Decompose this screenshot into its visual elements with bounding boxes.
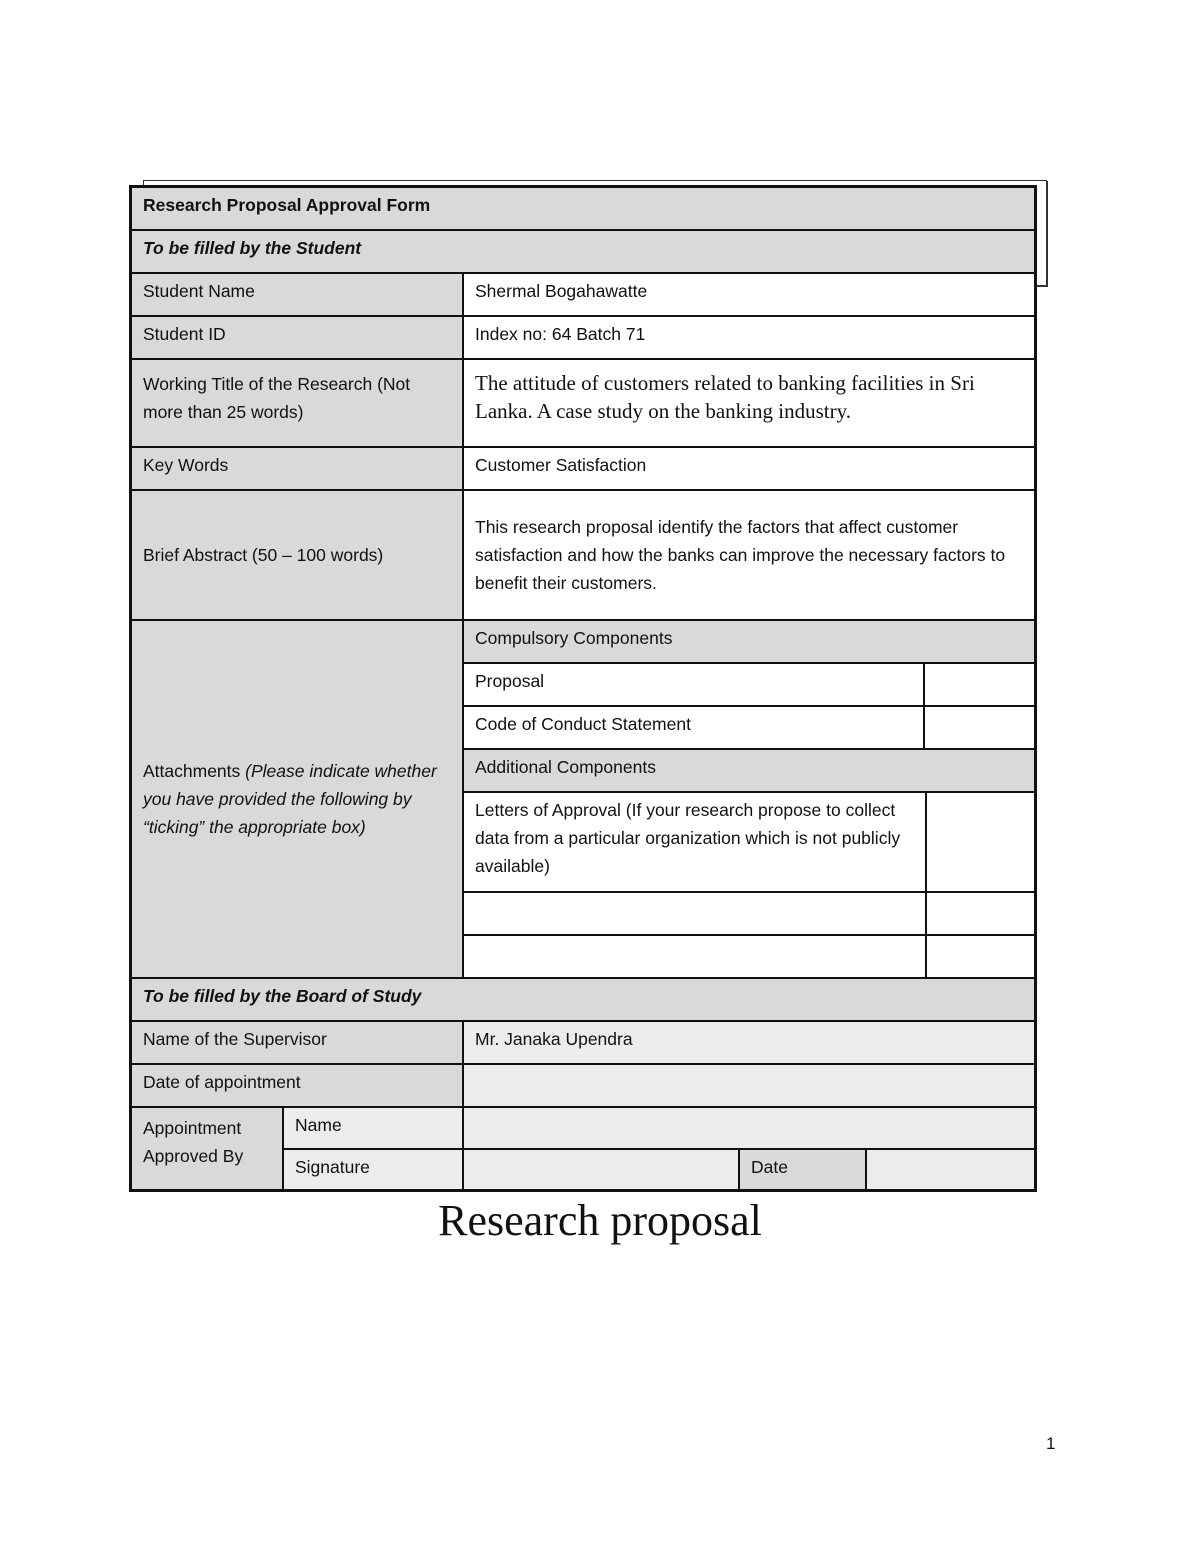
attachments-label-cell	[131, 620, 463, 978]
extra-component-checkbox-1[interactable]	[926, 892, 1035, 935]
code-of-conduct-checkbox[interactable]	[924, 706, 1035, 749]
board-section-heading: To be filled by the Board of Study	[131, 978, 1035, 1021]
form-title: Research Proposal Approval Form	[131, 187, 1035, 230]
letters-of-approval-checkbox[interactable]	[926, 792, 1035, 892]
key-words-value: Customer Satisfaction	[463, 447, 1035, 490]
student-id-label: Student ID	[131, 316, 463, 359]
date-of-appointment-label: Date of appointment	[131, 1064, 463, 1107]
document-heading: Research proposal	[438, 1196, 762, 1245]
supervisor-value: Mr. Janaka Upendra	[463, 1021, 1035, 1064]
working-title-value: The attitude of customers related to banking facilities in Sri Lanka. A case study on the banking industry.	[463, 359, 1035, 447]
abstract-label	[131, 490, 463, 620]
proposal-checkbox[interactable]	[924, 663, 1035, 706]
student-name-value: Shermal Bogahawatte	[463, 273, 1035, 316]
date-value[interactable]	[866, 1149, 1035, 1190]
date-of-appointment-value[interactable]	[463, 1064, 1035, 1107]
compulsory-components-heading: Compulsory Components	[463, 620, 1035, 663]
signature-label: Signature	[283, 1149, 463, 1190]
proposal-label: Proposal	[463, 663, 924, 706]
student-name-label: Student Name	[131, 273, 463, 316]
working-title-label: Working Title of the Research (Not more than 25 words)	[131, 359, 463, 447]
additional-components-heading: Additional Components	[463, 749, 1035, 792]
abstract-value-text: This research proposal identify the factors that affect customer satisfaction and how the banks can improve the necessary factors to benefit their customers.	[475, 517, 1006, 593]
attachments-label: Attachments	[143, 761, 241, 781]
approved-by-label: Appointment Approved By	[131, 1107, 283, 1190]
extra-component-checkbox-2[interactable]	[926, 935, 1035, 978]
student-id-value: Index no: 64 Batch 71	[463, 316, 1035, 359]
extra-component-row-2	[463, 935, 926, 978]
date-label: Date	[739, 1149, 866, 1190]
student-section-heading: To be filled by the Student	[131, 230, 1035, 273]
name-label: Name	[283, 1107, 463, 1149]
letters-of-approval-label: Letters of Approval (If your research propose to collect data from a particular organization which is not publicly available)	[463, 792, 926, 892]
code-of-conduct-label: Code of Conduct Statement	[463, 706, 924, 749]
page-number: 1	[1046, 1434, 1056, 1453]
supervisor-label: Name of the Supervisor	[131, 1021, 463, 1064]
name-value[interactable]	[463, 1107, 1035, 1149]
signature-value[interactable]	[463, 1149, 739, 1190]
extra-component-row-1	[463, 892, 926, 935]
attachments-note: (Please indicate whether you have provided the following by “ticking” the appropriate box)	[143, 761, 437, 837]
abstract-value	[463, 490, 1035, 620]
abstract-label-text: Brief Abstract (50 – 100 words)	[143, 545, 384, 565]
key-words-label: Key Words	[131, 447, 463, 490]
approval-form-table	[129, 185, 1037, 1192]
